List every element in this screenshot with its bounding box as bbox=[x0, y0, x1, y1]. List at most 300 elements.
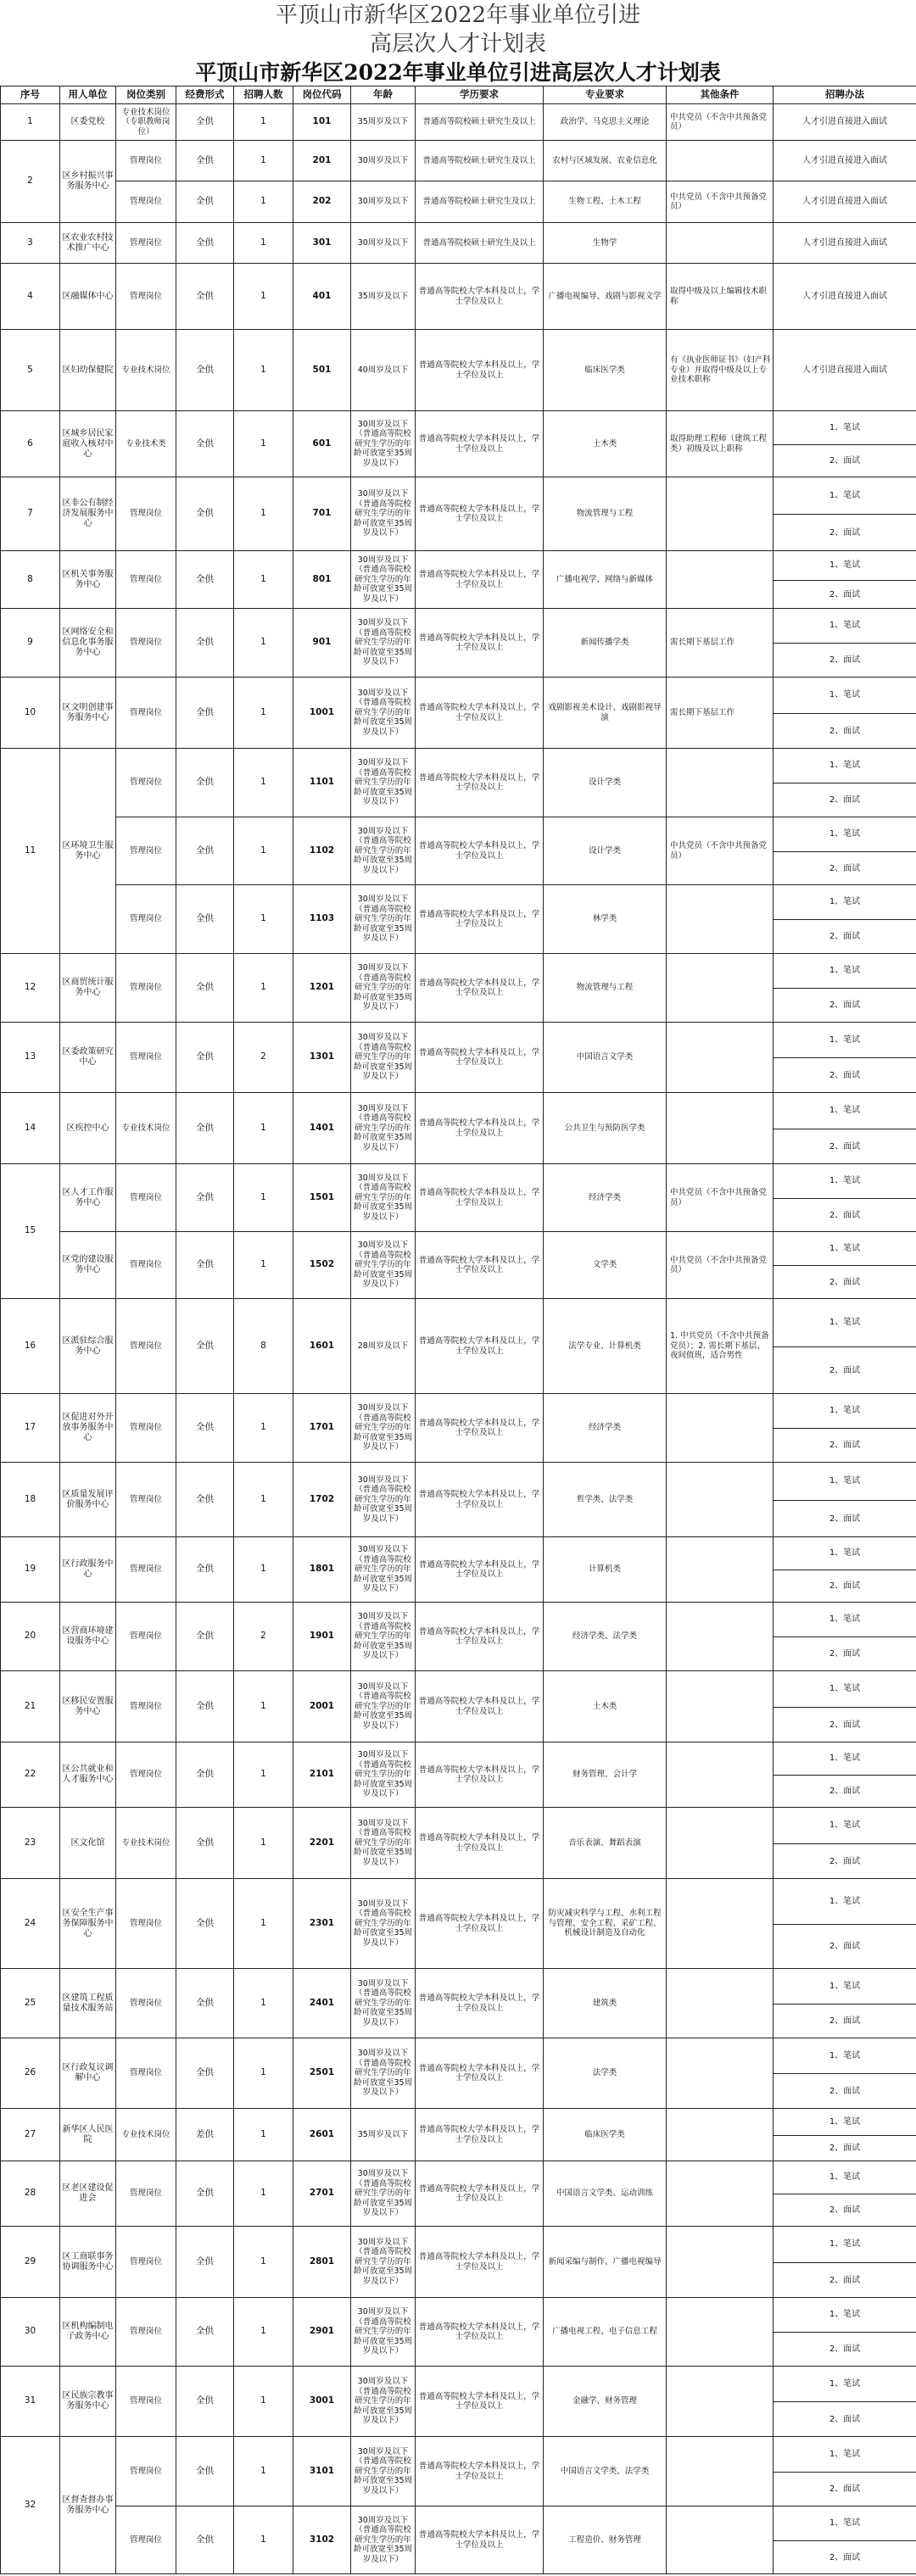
funding-cell: 全供 bbox=[176, 181, 234, 223]
other-cell bbox=[667, 954, 774, 1023]
funding-cell: 全供 bbox=[176, 1299, 234, 1394]
education-cell: 普通高等院校大学本科及以上，学士学位及以上 bbox=[416, 2367, 544, 2437]
category-cell: 管理岗位 bbox=[116, 2298, 176, 2367]
age-cell: 30周岁及以下（普通高等院校研究生学历的年龄可放宽至35周岁及以下） bbox=[351, 677, 416, 749]
funding-cell: 全供 bbox=[176, 1394, 234, 1463]
page-title-line-1: 平顶山市新华区2022年事业单位引进 bbox=[275, 3, 641, 28]
unit-cell: 区非公有制经济发展服务中心 bbox=[60, 477, 116, 551]
major-cell: 法学专业、计算机类 bbox=[544, 1299, 667, 1394]
table-row bbox=[1, 1164, 916, 1232]
funding-cell: 全供 bbox=[176, 264, 234, 330]
serial-cell: 4 bbox=[1, 264, 60, 330]
unit-cell: 区派驻综合服务中心 bbox=[60, 1299, 116, 1394]
other-cell bbox=[667, 1023, 774, 1093]
category-cell: 管理岗位 bbox=[116, 1969, 176, 2038]
method-step: 2、面试 bbox=[774, 1636, 916, 1671]
education-cell: 普通高等院校大学本科及以上，学士学位及以上 bbox=[416, 1879, 544, 1969]
education-cell: 普通高等院校大学本科及以上，学士学位及以上 bbox=[416, 411, 544, 477]
count-cell: 1 bbox=[234, 551, 293, 609]
major-cell: 法学类 bbox=[544, 2038, 667, 2109]
major-cell: 土木类 bbox=[544, 1671, 667, 1742]
other-cell: 有《执业医师证书》（妇产科专业）并取得中级及以上专业技术职称 bbox=[667, 330, 774, 411]
method-cell: 人才引进直接进入面试 bbox=[774, 141, 916, 181]
code-cell: 3101 bbox=[293, 2437, 351, 2506]
education-cell: 普通高等院校大学本科及以上，学士学位及以上 bbox=[416, 885, 544, 954]
category-cell: 管理岗位 bbox=[116, 551, 176, 609]
category-cell: 专业技术岗位（专职教师岗位） bbox=[116, 104, 176, 141]
funding-cell: 全供 bbox=[176, 1232, 234, 1299]
table-row bbox=[1, 2298, 916, 2367]
age-cell: 30周岁及以下（普通高等院校研究生学历的年龄可放宽至35周岁及以下） bbox=[351, 2298, 416, 2367]
major-cell: 物流管理与工程 bbox=[544, 954, 667, 1023]
other-cell bbox=[667, 2227, 774, 2298]
major-cell: 防灾减灾科学与工程、水利工程与管理、安全工程、采矿工程、机械设计制造及自动化 bbox=[544, 1879, 667, 1969]
category-cell: 管理岗位 bbox=[116, 954, 176, 1023]
funding-cell: 全供 bbox=[176, 411, 234, 477]
age-cell: 30周岁及以下（普通高等院校研究生学历的年龄可放宽至35周岁及以下） bbox=[351, 1463, 416, 1537]
code-cell: 2301 bbox=[293, 1879, 351, 1969]
age-cell: 30周岁及以下（普通高等院校研究生学历的年龄可放宽至35周岁及以下） bbox=[351, 1394, 416, 1463]
table-row bbox=[1, 477, 916, 551]
unit-cell: 区妇幼保健院 bbox=[60, 330, 116, 411]
funding-cell: 全供 bbox=[176, 2161, 234, 2227]
method-step: 1、笔试 bbox=[829, 2239, 861, 2249]
age-cell: 30周岁及以下（普通高等院校研究生学历的年龄可放宽至35周岁及以下） bbox=[351, 1537, 416, 1603]
category-cell: 管理岗位 bbox=[116, 1023, 176, 1093]
method-cell bbox=[774, 411, 916, 477]
count-cell: 1 bbox=[234, 411, 293, 477]
serial-cell: 2 bbox=[1, 141, 60, 223]
table-row bbox=[1, 677, 916, 749]
count-cell: 1 bbox=[234, 181, 293, 223]
category-cell: 管理岗位 bbox=[116, 1394, 176, 1463]
unit-cell: 区农业农村技术推广中心 bbox=[60, 223, 116, 264]
funding-cell: 全供 bbox=[176, 330, 234, 411]
method-step: 1、笔试 bbox=[829, 490, 861, 500]
method-step: 2、面试 bbox=[774, 1707, 916, 1742]
unit-cell: 区营商环境建设服务中心 bbox=[60, 1603, 116, 1671]
unit-cell: 区党的建设服务中心 bbox=[60, 1232, 116, 1299]
age-cell: 30周岁及以下（普通高等院校研究生学历的年龄可放宽至35周岁及以下） bbox=[351, 1969, 416, 2038]
table-row bbox=[1, 954, 916, 1023]
method-step: 1、笔试 bbox=[829, 1243, 861, 1253]
serial-cell: 5 bbox=[1, 330, 60, 411]
funding-cell: 全供 bbox=[176, 223, 234, 264]
other-cell bbox=[667, 1879, 774, 1969]
table-row bbox=[1, 2367, 916, 2437]
code-cell: 1001 bbox=[293, 677, 351, 749]
serial-cell: 9 bbox=[1, 609, 60, 677]
code-cell: 401 bbox=[293, 264, 351, 330]
major-cell: 临床医学类 bbox=[544, 2109, 667, 2161]
count-cell: 1 bbox=[234, 954, 293, 1023]
table-title: 平顶山市新华区2022年事业单位引进高层次人才计划表 bbox=[195, 60, 721, 85]
code-cell: 1502 bbox=[293, 1232, 351, 1299]
serial-cell: 32 bbox=[1, 2437, 60, 2574]
method-cell bbox=[774, 1299, 916, 1394]
count-cell: 1 bbox=[234, 1232, 293, 1299]
header-other: 其他条件 bbox=[667, 86, 774, 104]
method-cell: 人才引进直接进入面试 bbox=[774, 223, 916, 264]
method-cell bbox=[774, 2437, 916, 2506]
major-cell: 戏剧影视美术设计、戏剧影视导演 bbox=[544, 677, 667, 749]
method-step: 2、面试 bbox=[774, 1775, 916, 1808]
table-row bbox=[1, 1879, 916, 1969]
method-step: 1、笔试 bbox=[829, 621, 861, 631]
category-cell: 管理岗位 bbox=[116, 477, 176, 551]
count-cell: 1 bbox=[234, 141, 293, 181]
major-cell: 哲学类、法学类 bbox=[544, 1463, 667, 1537]
table-row bbox=[1, 1299, 916, 1394]
serial-cell: 13 bbox=[1, 1023, 60, 1093]
age-cell: 30周岁及以下（普通高等院校研究生学历的年龄可放宽至35周岁及以下） bbox=[351, 1671, 416, 1742]
serial-cell: 8 bbox=[1, 551, 60, 609]
funding-cell: 全供 bbox=[176, 1164, 234, 1232]
funding-cell: 全供 bbox=[176, 885, 234, 954]
code-cell: 1301 bbox=[293, 1023, 351, 1093]
method-step: 2、面试 bbox=[774, 1570, 916, 1603]
method-cell bbox=[774, 2367, 916, 2437]
count-cell: 1 bbox=[234, 264, 293, 330]
category-cell: 管理岗位 bbox=[116, 885, 176, 954]
unit-cell: 区行政复议调解中心 bbox=[60, 2038, 116, 2109]
serial-cell: 25 bbox=[1, 1969, 60, 2038]
major-cell: 经济学类 bbox=[544, 1394, 667, 1463]
other-cell bbox=[667, 477, 774, 551]
funding-cell: 全供 bbox=[176, 2506, 234, 2574]
age-cell: 30周岁及以下（普通高等院校研究生学历的年龄可放宽至35周岁及以下） bbox=[351, 2506, 416, 2574]
age-cell: 30周岁及以下（普通高等院校研究生学历的年龄可放宽至35周岁及以下） bbox=[351, 1808, 416, 1879]
method-step: 1、笔试 bbox=[829, 1034, 861, 1045]
funding-cell: 全供 bbox=[176, 817, 234, 885]
serial-cell: 3 bbox=[1, 223, 60, 264]
method-cell bbox=[774, 2161, 916, 2227]
category-cell: 管理岗位 bbox=[116, 264, 176, 330]
method-step: 2、面试 bbox=[774, 580, 916, 609]
education-cell: 普通高等院校大学本科及以上，学士学位及以上 bbox=[416, 2506, 544, 2574]
code-cell: 301 bbox=[293, 223, 351, 264]
education-cell: 普通高等院校大学本科及以上，学士学位及以上 bbox=[416, 1093, 544, 1164]
funding-cell: 差供 bbox=[176, 2109, 234, 2161]
category-cell: 管理岗位 bbox=[116, 2227, 176, 2298]
count-cell: 1 bbox=[234, 677, 293, 749]
code-cell: 1801 bbox=[293, 1537, 351, 1603]
method-cell: 人才引进直接进入面试 bbox=[774, 330, 916, 411]
serial-cell: 22 bbox=[1, 1742, 60, 1808]
code-cell: 1701 bbox=[293, 1394, 351, 1463]
major-cell: 生物学 bbox=[544, 223, 667, 264]
category-cell: 管理岗位 bbox=[116, 749, 176, 817]
serial-cell: 15 bbox=[1, 1164, 60, 1299]
age-cell: 30周岁及以下（普通高等院校研究生学历的年龄可放宽至35周岁及以下） bbox=[351, 1603, 416, 1671]
age-cell: 30周岁及以下（普通高等院校研究生学历的年龄可放宽至35周岁及以下） bbox=[351, 477, 416, 551]
table-row bbox=[1, 817, 916, 885]
code-cell: 2101 bbox=[293, 1742, 351, 1808]
method-step: 2、面试 bbox=[774, 2540, 916, 2574]
category-cell: 专业技术岗位 bbox=[116, 1808, 176, 1879]
age-cell: 30周岁及以下（普通高等院校研究生学历的年龄可放宽至35周岁及以下） bbox=[351, 2437, 416, 2506]
count-cell: 1 bbox=[234, 1394, 293, 1463]
table-row bbox=[1, 1023, 916, 1093]
major-cell: 经济学类 bbox=[544, 1164, 667, 1232]
count-cell: 1 bbox=[234, 2038, 293, 2109]
serial-cell: 18 bbox=[1, 1463, 60, 1537]
code-cell: 1102 bbox=[293, 817, 351, 885]
category-cell: 管理岗位 bbox=[116, 1463, 176, 1537]
age-cell: 30周岁及以下（普通高等院校研究生学历的年龄可放宽至35周岁及以下） bbox=[351, 1093, 416, 1164]
table-row bbox=[1, 1463, 916, 1537]
other-cell: 需长期下基层工作 bbox=[667, 609, 774, 677]
category-cell: 管理岗位 bbox=[116, 2367, 176, 2437]
serial-cell: 11 bbox=[1, 749, 60, 954]
method-step: 1、笔试 bbox=[829, 2310, 861, 2320]
table-row bbox=[1, 2227, 916, 2298]
age-cell: 28周岁及以下 bbox=[351, 1299, 416, 1394]
category-cell: 管理岗位 bbox=[116, 2038, 176, 2109]
other-cell bbox=[667, 2506, 774, 2574]
method-step: 1、笔试 bbox=[829, 1896, 861, 1906]
unit-cell: 区公共就业和人才服务中心 bbox=[60, 1742, 116, 1808]
serial-cell: 31 bbox=[1, 2367, 60, 2437]
code-cell: 1601 bbox=[293, 1299, 351, 1394]
other-cell bbox=[667, 551, 774, 609]
other-cell bbox=[667, 2298, 774, 2367]
unit-cell: 区人才工作服务中心 bbox=[60, 1164, 116, 1232]
education-cell: 普通高等院校大学本科及以上，学士学位及以上 bbox=[416, 2038, 544, 2109]
serial-cell: 26 bbox=[1, 2038, 60, 2109]
other-cell bbox=[667, 2367, 774, 2437]
serial-cell: 7 bbox=[1, 477, 60, 551]
count-cell: 1 bbox=[234, 2161, 293, 2227]
count-cell: 1 bbox=[234, 2437, 293, 2506]
unit-cell: 区质量发展评价服务中心 bbox=[60, 1463, 116, 1537]
method-step: 1、笔试 bbox=[829, 2172, 861, 2183]
unit-cell: 区网络安全和信息化事务服务中心 bbox=[60, 609, 116, 677]
category-cell: 管理岗位 bbox=[116, 1232, 176, 1299]
method-step: 1、笔试 bbox=[829, 2449, 861, 2459]
category-cell: 管理岗位 bbox=[116, 677, 176, 749]
other-cell bbox=[667, 1093, 774, 1164]
unit-cell: 区机构编制电子政务中心 bbox=[60, 2298, 116, 2367]
serial-cell: 12 bbox=[1, 954, 60, 1023]
count-cell: 1 bbox=[234, 749, 293, 817]
table-row bbox=[1, 330, 916, 411]
method-step: 2、面试 bbox=[774, 1924, 916, 1969]
serial-cell: 30 bbox=[1, 2298, 60, 2367]
funding-cell: 全供 bbox=[176, 1537, 234, 1603]
method-step: 1、笔试 bbox=[829, 1318, 861, 1327]
table-row bbox=[1, 2506, 916, 2574]
method-step: 1、笔试 bbox=[829, 897, 861, 907]
major-cell: 农村与区域发展、农业信息化 bbox=[544, 141, 667, 181]
education-cell: 普通高等院校硕士研究生及以上 bbox=[416, 181, 544, 223]
other-cell: 中共党员（不含中共预备党员） bbox=[667, 104, 774, 141]
method-step: 2、面试 bbox=[774, 2194, 916, 2227]
code-cell: 1501 bbox=[293, 1164, 351, 1232]
method-cell bbox=[774, 2298, 916, 2367]
unit-cell: 区移民安置服务中心 bbox=[60, 1671, 116, 1742]
method-cell bbox=[774, 551, 916, 609]
count-cell: 2 bbox=[234, 1603, 293, 1671]
serial-cell: 17 bbox=[1, 1394, 60, 1463]
serial-cell: 21 bbox=[1, 1671, 60, 1742]
serial-cell: 27 bbox=[1, 2109, 60, 2161]
method-cell bbox=[774, 954, 916, 1023]
code-cell: 1103 bbox=[293, 885, 351, 954]
unit-cell: 区商贸统计服务中心 bbox=[60, 954, 116, 1023]
count-cell: 1 bbox=[234, 2367, 293, 2437]
serial-cell: 24 bbox=[1, 1879, 60, 1969]
other-cell bbox=[667, 2109, 774, 2161]
page-title-line-2: 高层次人才计划表 bbox=[369, 31, 546, 57]
code-cell: 201 bbox=[293, 141, 351, 181]
method-step: 2、面试 bbox=[774, 2332, 916, 2367]
other-cell bbox=[667, 1603, 774, 1671]
code-cell: 1901 bbox=[293, 1603, 351, 1671]
category-cell: 管理岗位 bbox=[116, 223, 176, 264]
education-cell: 普通高等院校大学本科及以上，学士学位及以上 bbox=[416, 1299, 544, 1394]
education-cell: 普通高等院校大学本科及以上，学士学位及以上 bbox=[416, 1969, 544, 2038]
category-cell: 管理岗位 bbox=[116, 817, 176, 885]
education-cell: 普通高等院校大学本科及以上，学士学位及以上 bbox=[416, 1232, 544, 1299]
education-cell: 普通高等院校大学本科及以上，学士学位及以上 bbox=[416, 2437, 544, 2506]
education-cell: 普通高等院校大学本科及以上，学士学位及以上 bbox=[416, 1603, 544, 1671]
method-cell bbox=[774, 1742, 916, 1808]
other-cell: 中共党员（不含中共预备党员） bbox=[667, 181, 774, 223]
table-row bbox=[1, 1808, 916, 1879]
method-step: 2、面试 bbox=[774, 643, 916, 677]
major-cell: 广播电视编导、戏剧与影视文学 bbox=[544, 264, 667, 330]
code-cell: 2001 bbox=[293, 1671, 351, 1742]
major-cell: 中国语言文学类、法学类 bbox=[544, 2437, 667, 2506]
header-major: 专业要求 bbox=[544, 86, 667, 104]
unit-cell: 区委政策研究中心 bbox=[60, 1023, 116, 1093]
funding-cell: 全供 bbox=[176, 551, 234, 609]
funding-cell: 全供 bbox=[176, 749, 234, 817]
header-serial: 序号 bbox=[1, 86, 60, 104]
count-cell: 1 bbox=[234, 1742, 293, 1808]
title-block bbox=[0, 0, 916, 86]
age-cell: 30周岁及以下 bbox=[351, 223, 416, 264]
method-step: 1、笔试 bbox=[829, 422, 861, 432]
unit-cell: 区督查督办事务服务中心 bbox=[60, 2437, 116, 2574]
method-step: 2、面试 bbox=[774, 444, 916, 477]
table-row bbox=[1, 885, 916, 954]
code-cell: 2501 bbox=[293, 2038, 351, 2109]
method-cell bbox=[774, 2506, 916, 2574]
header-code: 岗位代码 bbox=[293, 86, 351, 104]
education-cell: 普通高等院校大学本科及以上，学士学位及以上 bbox=[416, 1808, 544, 1879]
serial-cell: 14 bbox=[1, 1093, 60, 1164]
method-cell bbox=[774, 1023, 916, 1093]
code-cell: 202 bbox=[293, 181, 351, 223]
header-method: 招聘办法 bbox=[774, 86, 916, 104]
age-cell: 30周岁及以下（普通高等院校研究生学历的年龄可放宽至35周岁及以下） bbox=[351, 2367, 416, 2437]
count-cell: 1 bbox=[234, 477, 293, 551]
unit-cell: 区民族宗教事务服务中心 bbox=[60, 2367, 116, 2437]
education-cell: 普通高等院校大学本科及以上，学士学位及以上 bbox=[416, 1164, 544, 1232]
method-step: 1、笔试 bbox=[829, 1548, 861, 1558]
header-row bbox=[1, 86, 916, 104]
method-step: 1、笔试 bbox=[829, 1981, 861, 1991]
age-cell: 35周岁及以下 bbox=[351, 264, 416, 330]
count-cell: 1 bbox=[234, 817, 293, 885]
serial-cell: 16 bbox=[1, 1299, 60, 1394]
header-unit: 用人单位 bbox=[60, 86, 116, 104]
education-cell: 普通高等院校大学本科及以上，学士学位及以上 bbox=[416, 1537, 544, 1603]
method-cell: 人才引进直接进入面试 bbox=[774, 181, 916, 223]
other-cell: 中共党员（不含中共预备党员） bbox=[667, 1232, 774, 1299]
method-step: 1、笔试 bbox=[829, 1406, 861, 1416]
method-step: 2、面试 bbox=[774, 783, 916, 817]
education-cell: 普通高等院校大学本科及以上，学士学位及以上 bbox=[416, 2298, 544, 2367]
major-cell: 中国语言文学类 bbox=[544, 1023, 667, 1093]
funding-cell: 全供 bbox=[176, 141, 234, 181]
code-cell: 501 bbox=[293, 330, 351, 411]
major-cell: 政治学、马克思主义理论 bbox=[544, 104, 667, 141]
unit-cell: 区委党校 bbox=[60, 104, 116, 141]
unit-cell: 区疾控中心 bbox=[60, 1093, 116, 1164]
funding-cell: 全供 bbox=[176, 677, 234, 749]
method-step: 1、笔试 bbox=[829, 1684, 861, 1693]
unit-cell: 区融媒体中心 bbox=[60, 264, 116, 330]
method-step: 1、笔试 bbox=[829, 966, 861, 976]
serial-cell: 1 bbox=[1, 104, 60, 141]
code-cell: 101 bbox=[293, 104, 351, 141]
method-step: 1、笔试 bbox=[829, 2378, 861, 2389]
unit-cell: 区机关事务服务中心 bbox=[60, 551, 116, 609]
count-cell: 1 bbox=[234, 885, 293, 954]
serial-cell: 23 bbox=[1, 1808, 60, 1879]
major-cell: 财务管理、会计学 bbox=[544, 1742, 667, 1808]
age-cell: 40周岁及以下 bbox=[351, 330, 416, 411]
table-row bbox=[1, 2161, 916, 2227]
age-cell: 30周岁及以下 bbox=[351, 141, 416, 181]
unit-cell: 区促进对外开放事务服务中心 bbox=[60, 1394, 116, 1463]
unit-cell: 区文明创建事务服务中心 bbox=[60, 677, 116, 749]
age-cell: 30周岁及以下（普通高等院校研究生学历的年龄可放宽至35周岁及以下） bbox=[351, 954, 416, 1023]
other-cell bbox=[667, 2038, 774, 2109]
count-cell: 1 bbox=[234, 1463, 293, 1537]
other-cell bbox=[667, 1808, 774, 1879]
method-cell bbox=[774, 1164, 916, 1232]
age-cell: 30周岁及以下（普通高等院校研究生学历的年龄可放宽至35周岁及以下） bbox=[351, 1164, 416, 1232]
count-cell: 1 bbox=[234, 1879, 293, 1969]
education-cell: 普通高等院校大学本科及以上，学士学位及以上 bbox=[416, 954, 544, 1023]
table-row bbox=[1, 2437, 916, 2506]
method-step: 1、笔试 bbox=[829, 1614, 861, 1625]
method-cell bbox=[774, 1537, 916, 1603]
method-cell bbox=[774, 1093, 916, 1164]
other-cell: 1. 中共党员（不含中共预备党员）；2. 需长期下基层、夜间值班，适合男性 bbox=[667, 1299, 774, 1394]
other-cell: 需长期下基层工作 bbox=[667, 677, 774, 749]
funding-cell: 全供 bbox=[176, 1671, 234, 1742]
code-cell: 601 bbox=[293, 411, 351, 477]
other-cell: 取得中级及以上编辑技术职称 bbox=[667, 264, 774, 330]
count-cell: 1 bbox=[234, 104, 293, 141]
method-cell bbox=[774, 817, 916, 885]
funding-cell: 全供 bbox=[176, 1879, 234, 1969]
other-cell bbox=[667, 1537, 774, 1603]
major-cell: 新闻采编与制作、广播电视编导 bbox=[544, 2227, 667, 2298]
method-cell bbox=[774, 1969, 916, 2038]
table-row bbox=[1, 1671, 916, 1742]
other-cell bbox=[667, 1394, 774, 1463]
other-cell: 中共党员（不含中共预备党员） bbox=[667, 1164, 774, 1232]
method-cell bbox=[774, 1879, 916, 1969]
education-cell: 普通高等院校大学本科及以上，学士学位及以上 bbox=[416, 551, 544, 609]
category-cell: 管理岗位 bbox=[116, 1671, 176, 1742]
